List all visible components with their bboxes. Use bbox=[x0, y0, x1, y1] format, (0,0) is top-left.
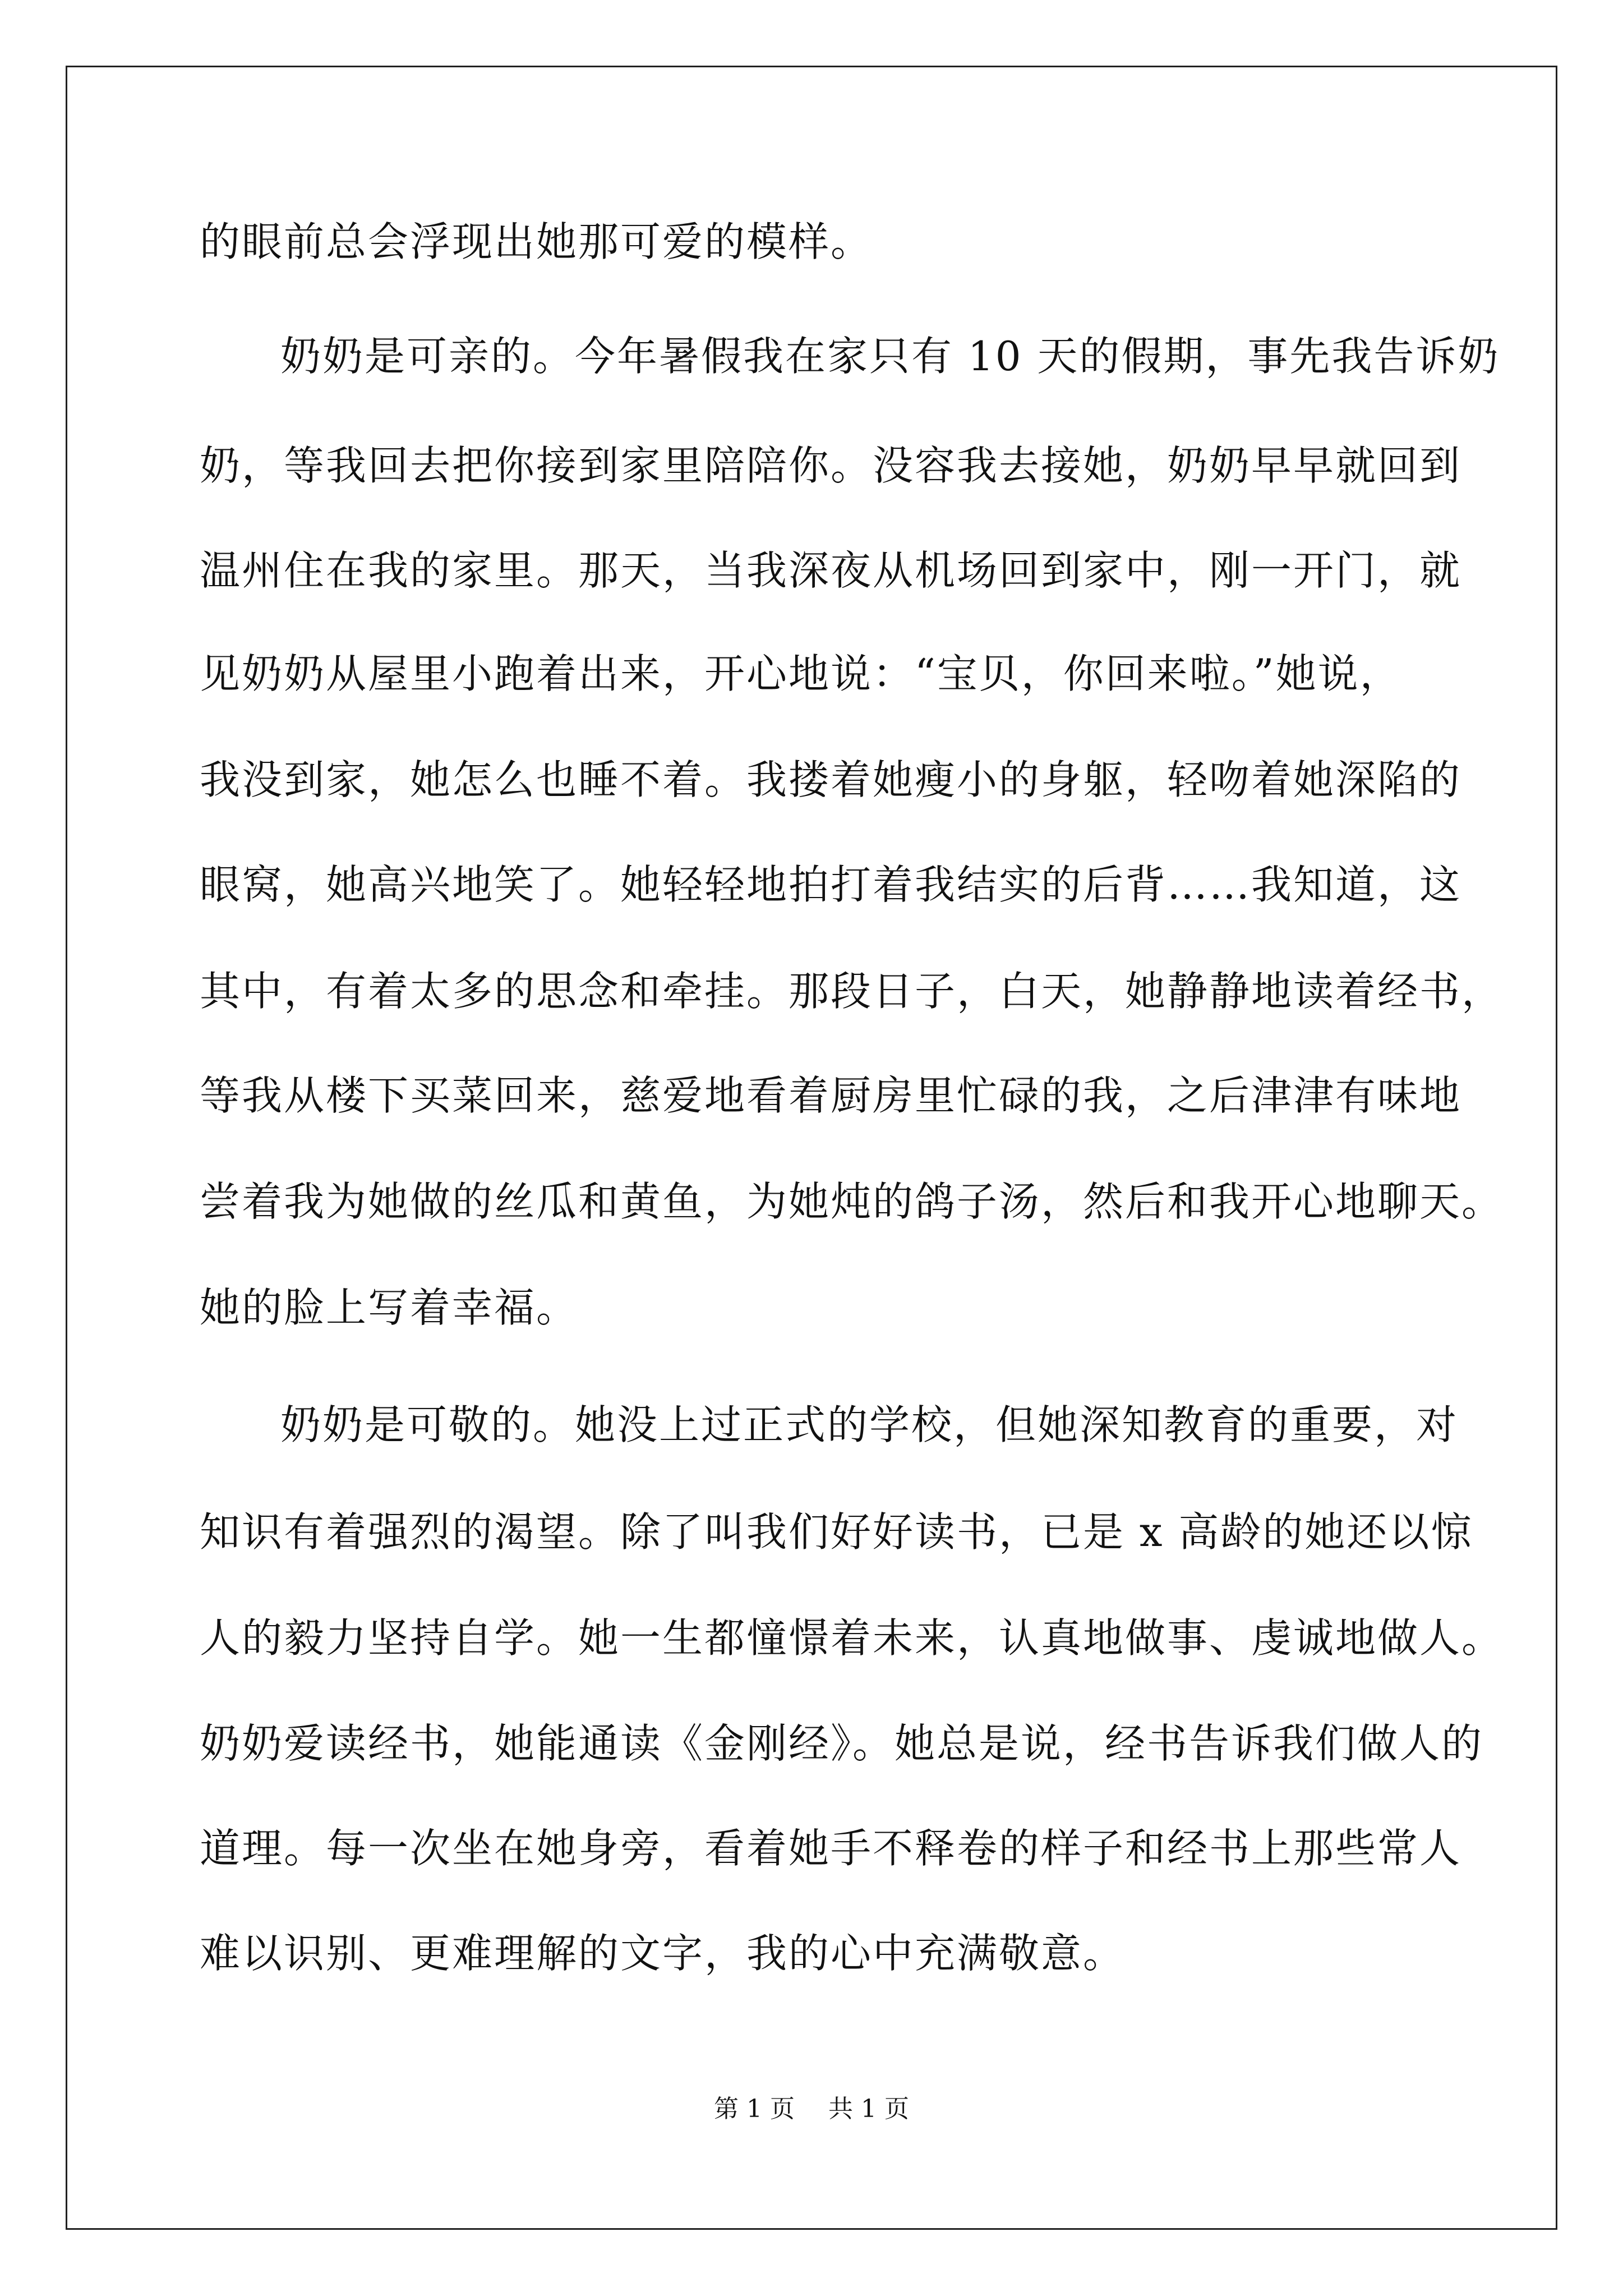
page-footer bbox=[0, 2092, 1623, 2126]
text-line: 等我从楼下买菜回来，慈爱地看着厨房里忙碌的我，之后津津有味地 bbox=[200, 1072, 1462, 1119]
page-border bbox=[66, 66, 1557, 2230]
paragraph-first-line: 奶奶是可亲的。今年暑假我在家只有 10 天的假期，事先我告诉奶 bbox=[280, 333, 1500, 380]
text-line: 的眼前总会浮现出她那可爱的模样。 bbox=[200, 218, 873, 265]
text-line: 她的脸上写着幸福。 bbox=[200, 1284, 579, 1331]
page-number: 第 1 页 bbox=[714, 2095, 795, 2123]
text-line: 道理。每一次坐在她身旁，看着她手不释卷的样子和经书上那些常人 bbox=[200, 1825, 1462, 1872]
paragraph-first-line: 奶奶是可敬的。她没上过正式的学校，但她深知教育的重要，对 bbox=[280, 1401, 1459, 1448]
text-line: 温州住在我的家里。那天，当我深夜从机场回到家中，刚一开门，就 bbox=[200, 547, 1462, 594]
text-line: 眼窝，她高兴地笑了。她轻轻地拍打着我结实的后背……我知道，这 bbox=[200, 861, 1462, 908]
page-total: 共 1 页 bbox=[828, 2095, 909, 2123]
text-line: 尝着我为她做的丝瓜和黄鱼，为她炖的鸽子汤，然后和我开心地聊天。 bbox=[200, 1178, 1504, 1225]
text-line: 其中，有着太多的思念和牵挂。那段日子，白天，她静静地读着经书， bbox=[200, 968, 1504, 1015]
text-line: 人的毅力坚持自学。她一生都憧憬着未来，认真地做事、虔诚地做人。 bbox=[200, 1614, 1504, 1662]
text-line: 知识有着强烈的渴望。除了叫我们好好读书，已是 x 高龄的她还以惊 bbox=[200, 1508, 1473, 1556]
text-line: 奶奶爱读经书，她能通读《金刚经》。她总是说，经书告诉我们做人的 bbox=[200, 1720, 1484, 1767]
text-line: 奶，等我回去把你接到家里陪陪你。没容我去接她，奶奶早早就回到 bbox=[200, 442, 1462, 489]
text-line: 见奶奶从屋里小跑着出来，开心地说：“宝贝，你回来啦。”她说， bbox=[200, 650, 1402, 697]
text-line: 难以识别、更难理解的文字，我的心中充满敬意。 bbox=[200, 1930, 1126, 1977]
text-line: 我没到家，她怎么也睡不着。我搂着她瘦小的身躯，轻吻着她深陷的 bbox=[200, 756, 1462, 803]
